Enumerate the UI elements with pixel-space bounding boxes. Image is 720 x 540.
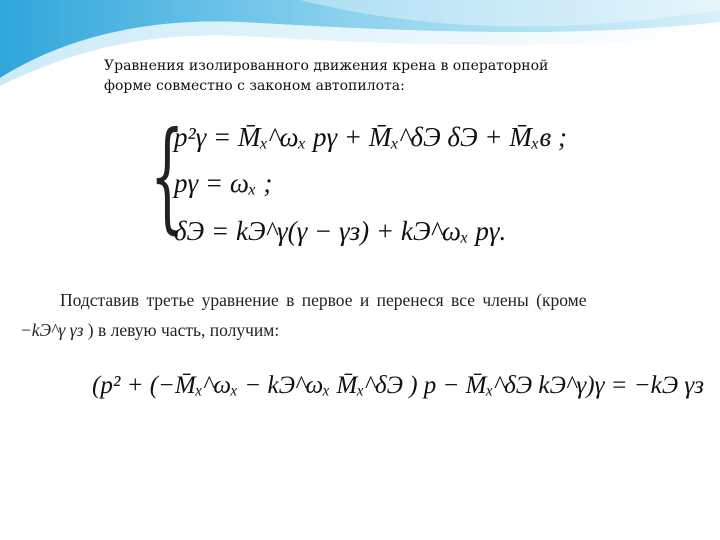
- paragraph-math-term: −kЭ^γ γз: [20, 320, 84, 340]
- intro-text: [104, 56, 624, 96]
- system-brace: {: [150, 107, 185, 246]
- system-equation-1: p²γ = M̄ₓ^ωₓ pγ + M̄ₓ^δЭ δЭ + M̄ₓв ;: [174, 122, 567, 152]
- substitution-paragraph: [20, 288, 700, 346]
- equation-system: [150, 107, 570, 258]
- paragraph-line-2-text: ) в левую часть, получим:: [87, 320, 280, 340]
- final-equation: (p² + (−M̄ₓ^ωₓ − kЭ^ωₓ M̄ₓ^δЭ ) p − M̄ₓ^δЭ kЭ^γ)γ = −kЭ γз: [92, 372, 704, 399]
- intro-line-1: Уравнения изолированного движения крена в операторной: [104, 58, 549, 74]
- paragraph-line-1: Подставив третье уравнение в первое и перенеся все члены (кроме: [60, 290, 587, 310]
- system-equation-3: δЭ = kЭ^γ(γ − γз) + kЭ^ωₓ pγ.: [174, 216, 507, 246]
- system-equation-2: pγ = ωₓ ;: [174, 168, 273, 198]
- paragraph-line-2: [20, 320, 279, 341]
- intro-line-2: форме совместно с законом автопилота:: [104, 78, 405, 94]
